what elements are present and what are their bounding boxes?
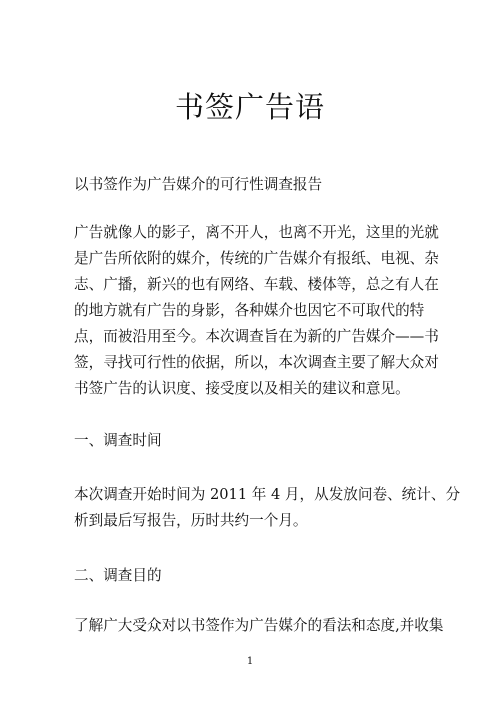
- page-title: 书签广告语: [174, 90, 325, 124]
- page-number: 1: [246, 656, 254, 667]
- paragraph-line: 志、广播，新兴的也有网络、车载、楼体等，总之有人在: [74, 276, 439, 293]
- paragraph-line: 签，寻找可行性的依据，所以，本次调查主要了解大众对: [74, 354, 439, 371]
- paragraph-line: 点，而被沿用至今。本次调查旨在为新的广告媒介——书: [74, 328, 439, 345]
- paragraph-line: 是广告所依附的媒介，传统的广告媒介有报纸、电视、杂: [74, 250, 439, 267]
- paragraph-line: 书签广告的认识度、接受度以及相关的建议和意见。: [74, 380, 410, 397]
- report-subtitle: 以书签作为广告媒介的可行性调查报告: [74, 176, 323, 193]
- paragraph-line: 了解广大受众对以书签作为广告媒介的看法和态度,并收集: [74, 617, 444, 634]
- section-heading-purpose: 二、调查目的: [74, 567, 162, 584]
- paragraph-line: 的地方就有广告的身影，各种媒介也因它不可取代的特: [74, 302, 425, 319]
- paragraph-line: 广告就像人的影子，离不开人，也离不开光，这里的光就: [74, 224, 439, 241]
- paragraph-line: 本次调查开始时间为 2011 年 4 月，从发放问卷、统计、分: [74, 486, 461, 503]
- section-heading-time: 一、调查时间: [74, 432, 162, 449]
- paragraph-line: 析到最后写报告，历时共约一个月。: [74, 512, 308, 529]
